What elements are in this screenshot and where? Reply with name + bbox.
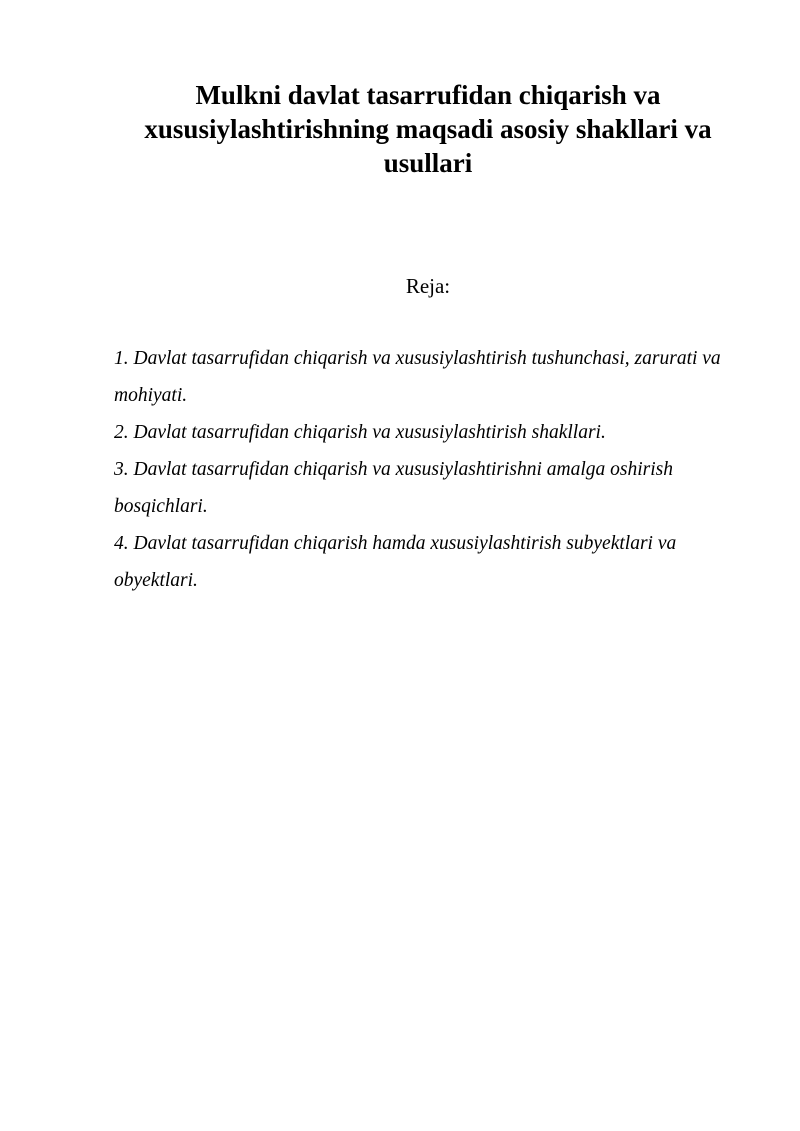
- plan-list: [114, 340, 754, 599]
- document-title: Mulkni davlat tasarrufidan chiqarish va xususiylashtirishning maqsadi asosiy shakllari va usullari: [144, 80, 712, 178]
- plan-item: 1. Davlat tasarrufidan chiqarish va xususiylashtirish tushunchasi, zarurati va mohiyati.: [114, 348, 721, 406]
- plan-item: 3. Davlat tasarrufidan chiqarish va xususiylashtirishni amalga oshirish bosqichlari.: [114, 459, 674, 517]
- plan-item: 4. Davlat tasarrufidan chiqarish hamda xususiylashtirish subyektlari va obyektlari.: [114, 533, 677, 591]
- plan-heading: Reja:: [405, 274, 451, 298]
- plan-item: 2. Davlat tasarrufidan chiqarish va xususiylashtirish shakllari.: [114, 422, 606, 443]
